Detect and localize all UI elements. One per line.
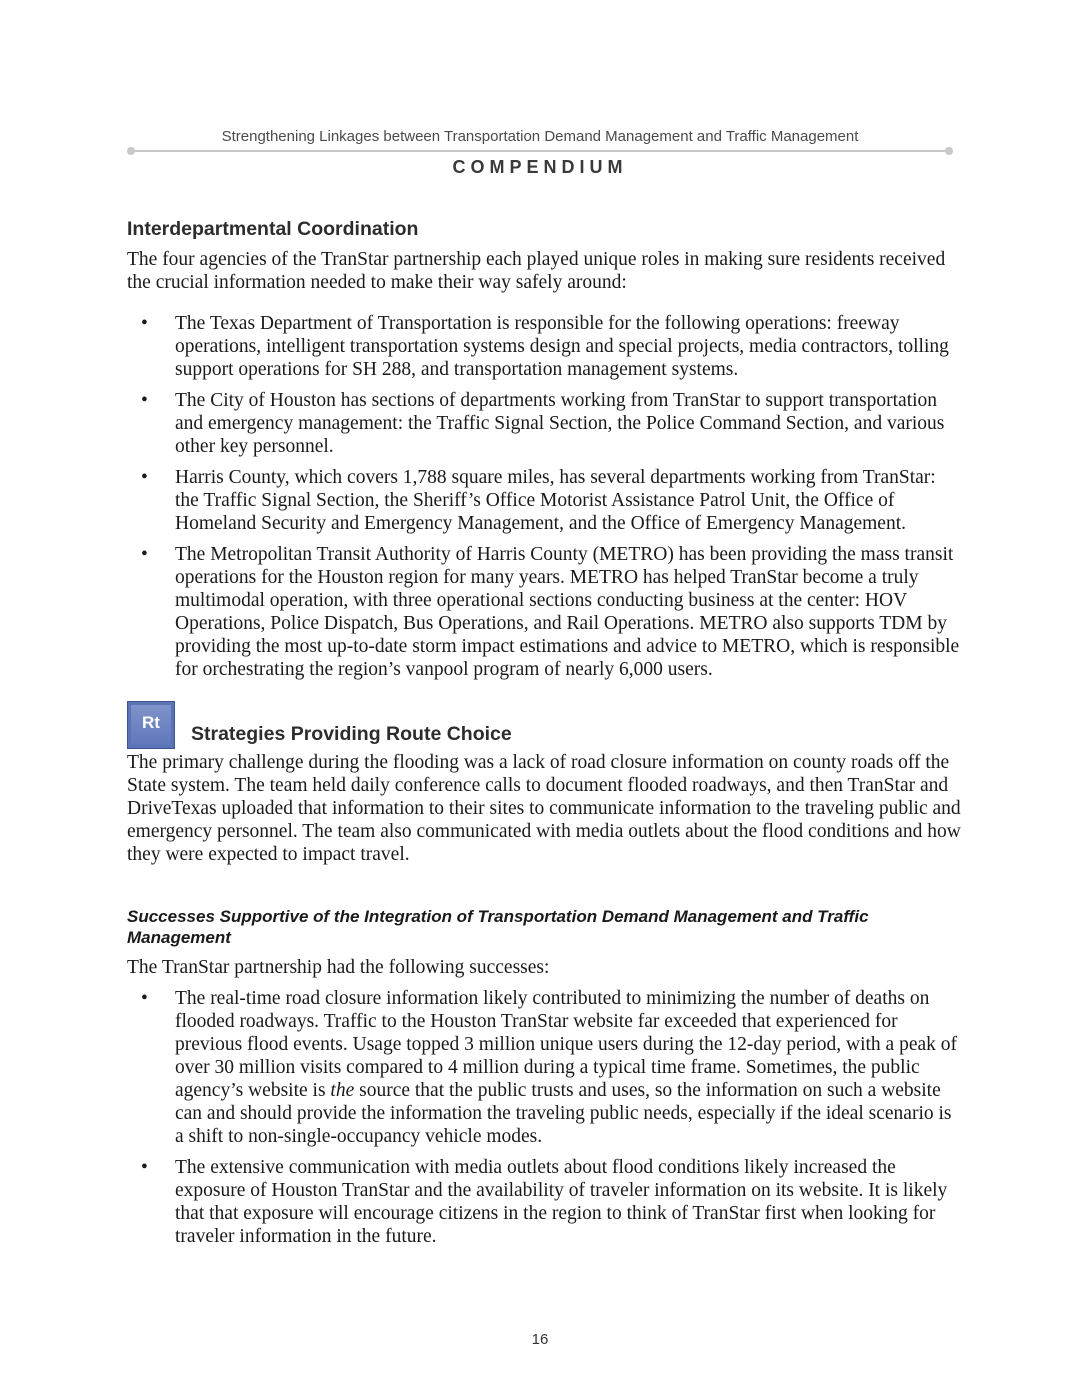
successes-subheading: Successes Supportive of the Integration of Transportation Demand Management and Traffic Management	[127, 907, 869, 947]
route-choice-badge-icon	[127, 701, 175, 749]
bullet-icon: •	[141, 544, 148, 565]
section-heading-interdepartmental: Interdepartmental Coordination	[127, 218, 419, 240]
route-choice-heading-row	[127, 701, 962, 751]
list-item-text-part: The real-time road closure information likely contributed to minimizing the number of deaths on flooded roadways. Traffic to the Houston TranStar website far exceeded that experienced for previous flood events. Usage topped 3 million unique users during the 12-day period, with a peak of over 30 million visits compared to 4 million during a typical time frame. Sometimes, the public agency’s website is	[175, 988, 957, 1101]
list-item-text: The Metropolitan Transit Authority of Harris County (METRO) has been providing the mass transit operations for the Houston region for many years. METRO has helped TranStar become a truly multimodal operation, with three operational sections conducting business at the center: HOV Operations, Police Dispatch, Bus Operations, and Rail Operations. METRO also supports TDM by providing the most up-to-date storm impact estimations and advice to METRO, which is responsible for orchestrating the region’s vanpool program of nearly 6,000 users.	[175, 544, 960, 680]
list-item-text: Harris County, which covers 1,788 square miles, has several departments working from TranStar: the Traffic Signal Section, the Sheriff’s Office Motorist Assistance Patrol Unit, the Office of Homeland Security and Emergency Management, and the Office of Emergency Management.	[175, 467, 936, 534]
list-item	[127, 312, 962, 381]
list-item	[127, 389, 962, 458]
section-heading-route-choice: Strategies Providing Route Choice	[191, 723, 512, 745]
list-item	[127, 466, 962, 535]
list-item	[127, 987, 962, 1148]
badge-label: Rt	[142, 713, 160, 732]
header-rule-right-dot	[945, 147, 953, 155]
agency-bullet-list	[127, 312, 962, 681]
bullet-icon: •	[141, 1157, 148, 1178]
emphasis-text: the	[330, 1080, 355, 1101]
bullet-icon: •	[141, 313, 148, 334]
compendium-label: COMPENDIUM	[452, 157, 628, 177]
list-item-text: The extensive communication with media outlets about flood conditions likely increased the exposure of Houston TranStar and the availability of traveler information on its website. It is likely that that exposure will encourage citizens in the region to think of TranStar first when looking for traveler information in the future.	[175, 1157, 948, 1247]
list-item-text-part: source that the public trusts and uses, so the information on such a website can and should provide the information the traveling public needs, especially if the ideal scenario is a shift to non-single-occupancy vehicle modes.	[175, 1080, 952, 1147]
bullet-icon: •	[141, 988, 148, 1009]
bullet-icon: •	[141, 390, 148, 411]
list-item-text: The Texas Department of Transportation is responsible for the following operations: freeway operations, intelligent transportation systems design and special projects, media contractors, tolling support operations for SH 288, and transportation management systems.	[175, 313, 949, 380]
section-intro-paragraph: The four agencies of the TranStar partnership each played unique roles in making sure residents received the crucial information needed to make their way safely around:	[127, 249, 946, 293]
page-content	[127, 216, 962, 1256]
list-item-text: The City of Houston has sections of departments working from TranStar to support transportation and emergency management: the Traffic Signal Section, the Police Command Section, and various other key personnel.	[175, 390, 945, 457]
list-item	[127, 1156, 962, 1248]
list-item	[127, 543, 962, 681]
page-number: 16	[531, 1331, 549, 1348]
successes-intro: The TranStar partnership had the following successes:	[127, 957, 550, 978]
header-rule	[130, 150, 948, 152]
bullet-icon: •	[141, 467, 148, 488]
successes-bullet-list	[127, 987, 962, 1248]
document-header-title: Strengthening Linkages between Transportation Demand Management and Traffic Management	[221, 128, 859, 145]
route-choice-paragraph: The primary challenge during the flooding was a lack of road closure information on county roads off the State system. The team held daily conference calls to document flooded roadways, and then TranStar and DriveTexas uploaded that information to their sites to communicate information to the traveling public and emergency personnel. The team also communicated with media outlets about the flood conditions and how they were expected to impact travel.	[127, 752, 961, 865]
